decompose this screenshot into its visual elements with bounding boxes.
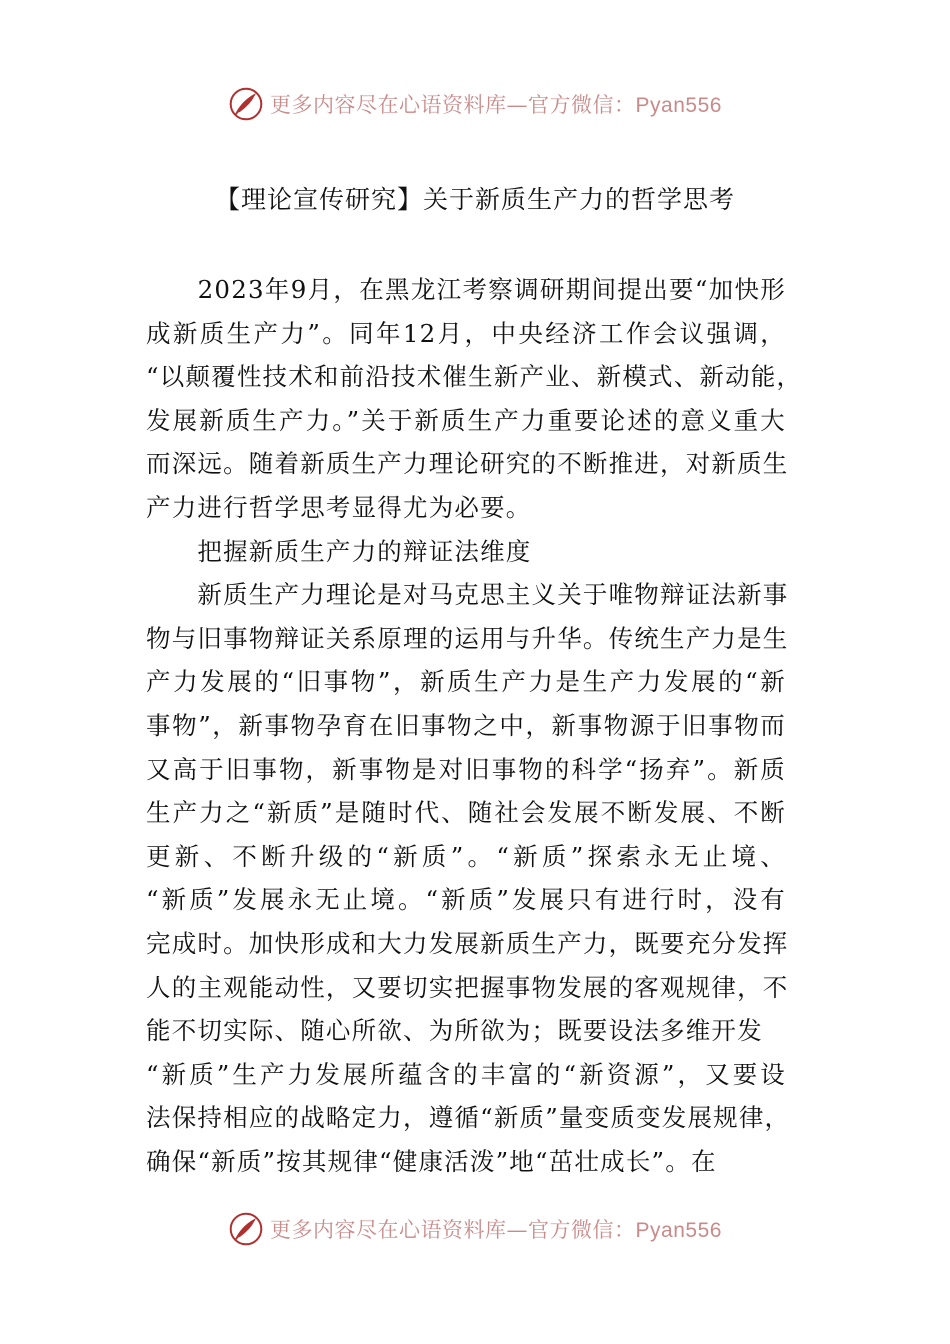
- text-line: 2023年9月，在黑龙江考察调研期间提出要“加快形: [146, 275, 786, 304]
- document-title: 【理论宣传研究】关于新质生产力的哲学思考: [214, 185, 735, 214]
- text-line: 新质生产力理论是对马克思主义关于唯物辩证法新事: [146, 580, 789, 610]
- watermark-footer: [0, 1209, 950, 1249]
- text-line: 发展新质生产力。”关于新质生产力重要论述的意义重大: [146, 405, 786, 435]
- document-body: [146, 268, 803, 1183]
- text-line: 事物”，新事物孕育在旧事物之中，新事物源于旧事物而: [146, 710, 786, 740]
- text-line: 产力进行哲学思考显得尤为必要。: [146, 492, 532, 522]
- text-line: 成新质生产力”。同年12月，中央经济工作会议强调，: [146, 318, 786, 348]
- quill-seal-icon: [228, 86, 264, 122]
- text-line: 更新、不断升级的“新质”。“新质”探索永无止境、: [146, 841, 786, 871]
- watermark-id: Pyan556: [635, 94, 722, 117]
- text-line: 完成时。加快形成和大力发展新质生产力，既要充分发挥: [146, 928, 789, 958]
- quill-seal-icon: [228, 1211, 264, 1247]
- text-line: 物与旧事物辩证关系原理的运用与升华。传统生产力是生: [146, 623, 789, 653]
- text-line: “新质”发展永无止境。“新质”发展只有进行时，没有: [146, 885, 786, 915]
- text-line: 人的主观能动性，又要切实把握事物发展的客观规律，不: [146, 972, 789, 1002]
- watermark-id: Pyan556: [635, 1219, 722, 1242]
- text-line: 生产力之“新质”是随时代、随社会发展不断发展、不断: [146, 798, 786, 828]
- text-line: 确保“新质”按其规律“健康活泼”地“茁壮成长”。在: [146, 1146, 717, 1176]
- text-line: “新质”生产力发展所蕴含的丰富的“新资源”，又要设: [146, 1059, 786, 1089]
- text-line: 产力发展的“旧事物”，新质生产力是生产力发展的“新: [146, 667, 786, 697]
- text-line: “以颠覆性技术和前沿技术催生新产业、新模式、新动能，: [146, 362, 803, 392]
- section-heading: 把握新质生产力的辩证法维度: [146, 536, 532, 566]
- watermark-text: 更多内容尽在心语资料库—官方微信：Pyan556: [270, 93, 722, 117]
- text-line: 能不切实际、随心所欲、为所欲为；既要设法多维开发: [146, 1016, 763, 1046]
- watermark-text: 更多内容尽在心语资料库—官方微信：Pyan556: [270, 1218, 722, 1242]
- text-line: 而深远。随着新质生产力理论研究的不断推进，对新质生: [146, 449, 789, 479]
- text-line: 法保持相应的战略定力，遵循“新质”量变质变发展规律，: [146, 1103, 791, 1133]
- text-line: 又高于旧事物，新事物是对旧事物的科学“扬弃”。新质: [146, 754, 786, 784]
- watermark-header: [0, 84, 950, 124]
